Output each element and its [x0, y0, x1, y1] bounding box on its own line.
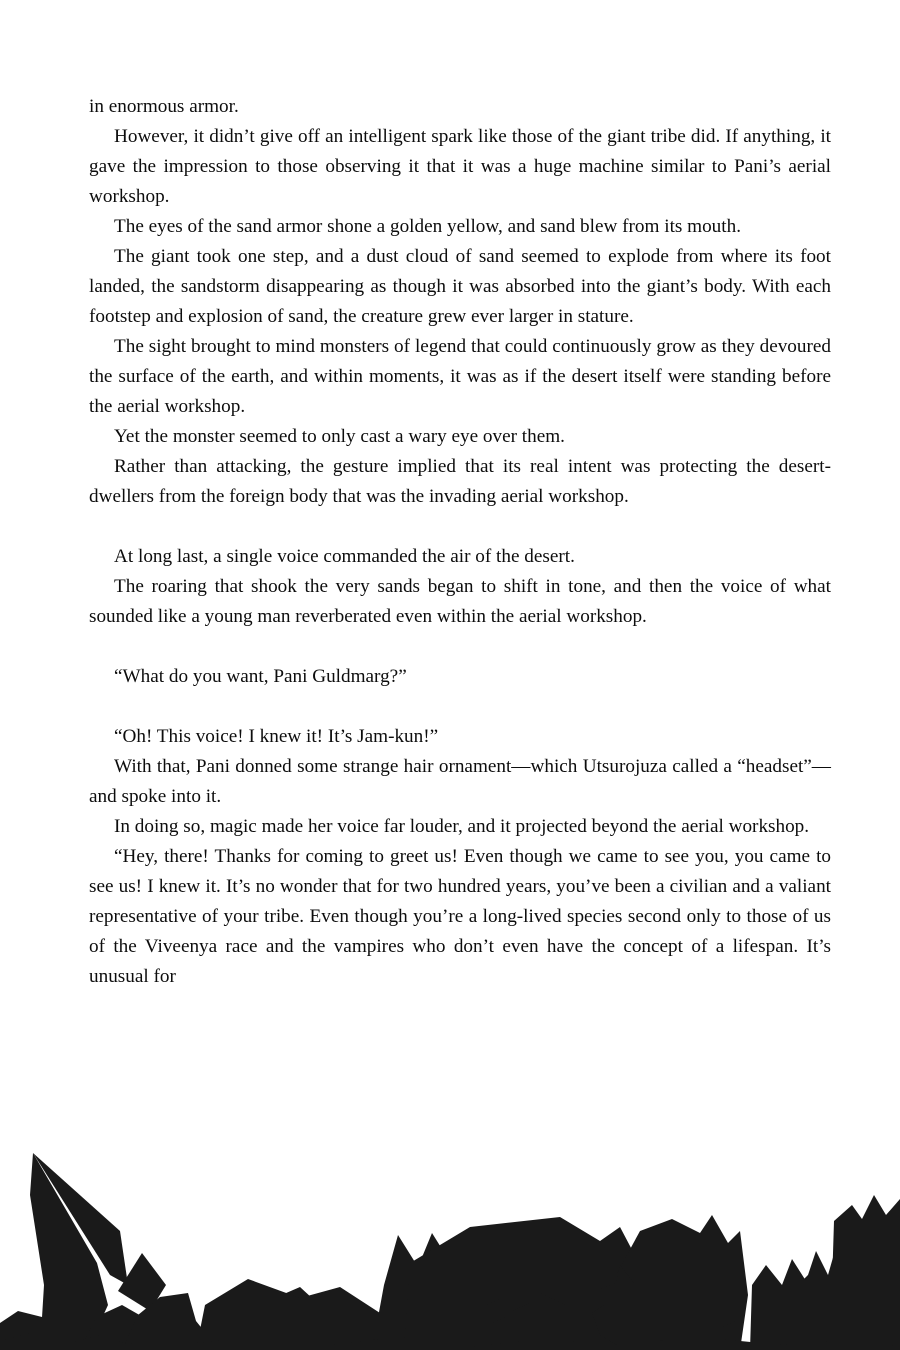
body-paragraph: “Hey, there! Thanks for coming to greet us! Even though we came to see you, you came to see us! I knew it. It’s no wonder that for two hundred years, you’ve been a civilian and a valiant representative of your tribe. Even though you’re a long-lived species second only to those of us of the Viveenya race and the vampires who don’t even have the concept of a lifespan. It’s unusual for [89, 846, 831, 987]
body-paragraph: Yet the monster seemed to only cast a wary eye over them. [114, 426, 565, 447]
body-paragraph: Rather than attacking, the gesture implied that its real intent was protecting the desert-dwellers from the foreign body that was the invading aerial workshop. [89, 456, 831, 507]
body-paragraph: The roaring that shook the very sands began to shift in tone, and then the voice of what sounded like a young man reverberated even within the aerial workshop. [89, 576, 831, 627]
paragraph-gap [89, 632, 831, 662]
paragraph-gap [89, 692, 831, 722]
body-paragraph: In doing so, magic made her voice far louder, and it projected beyond the aerial workshop. [114, 816, 810, 837]
paragraph-gap [89, 512, 831, 542]
body-paragraph: However, it didn’t give off an intelligent spark like those of the giant tribe did. If anything, it gave the impression to those observing it that it was a huge machine similar to Pani’s aerial workshop. [89, 126, 831, 207]
body-paragraph: The giant took one step, and a dust cloud of sand seemed to explode from where its foot landed, the sandstorm disappearing as though it was absorbed into the giant’s body. With each footstep and explosion of sand, the creature grew ever larger in stature. [89, 246, 831, 327]
body-paragraph: The sight brought to mind monsters of legend that could continuously grow as they devoured the surface of the earth, and within moments, it was as if the desert itself were standing before the aerial workshop. [89, 336, 831, 417]
shattered-debris-silhouette-illustration [0, 1135, 900, 1350]
body-paragraph: At long last, a single voice commanded the air of the desert. [114, 546, 575, 567]
body-paragraph: “Oh! This voice! I knew it! It’s Jam-kun!” [114, 726, 439, 747]
body-paragraph: in enormous armor. [89, 96, 239, 117]
body-paragraph: The eyes of the sand armor shone a golden yellow, and sand blew from its mouth. [114, 216, 741, 237]
body-paragraph: “What do you want, Pani Guldmarg?” [114, 666, 407, 687]
body-paragraph: With that, Pani donned some strange hair ornament—which Utsurojuza called a “headset”—and spoke into it. [89, 756, 831, 807]
body-text-column [89, 92, 831, 992]
